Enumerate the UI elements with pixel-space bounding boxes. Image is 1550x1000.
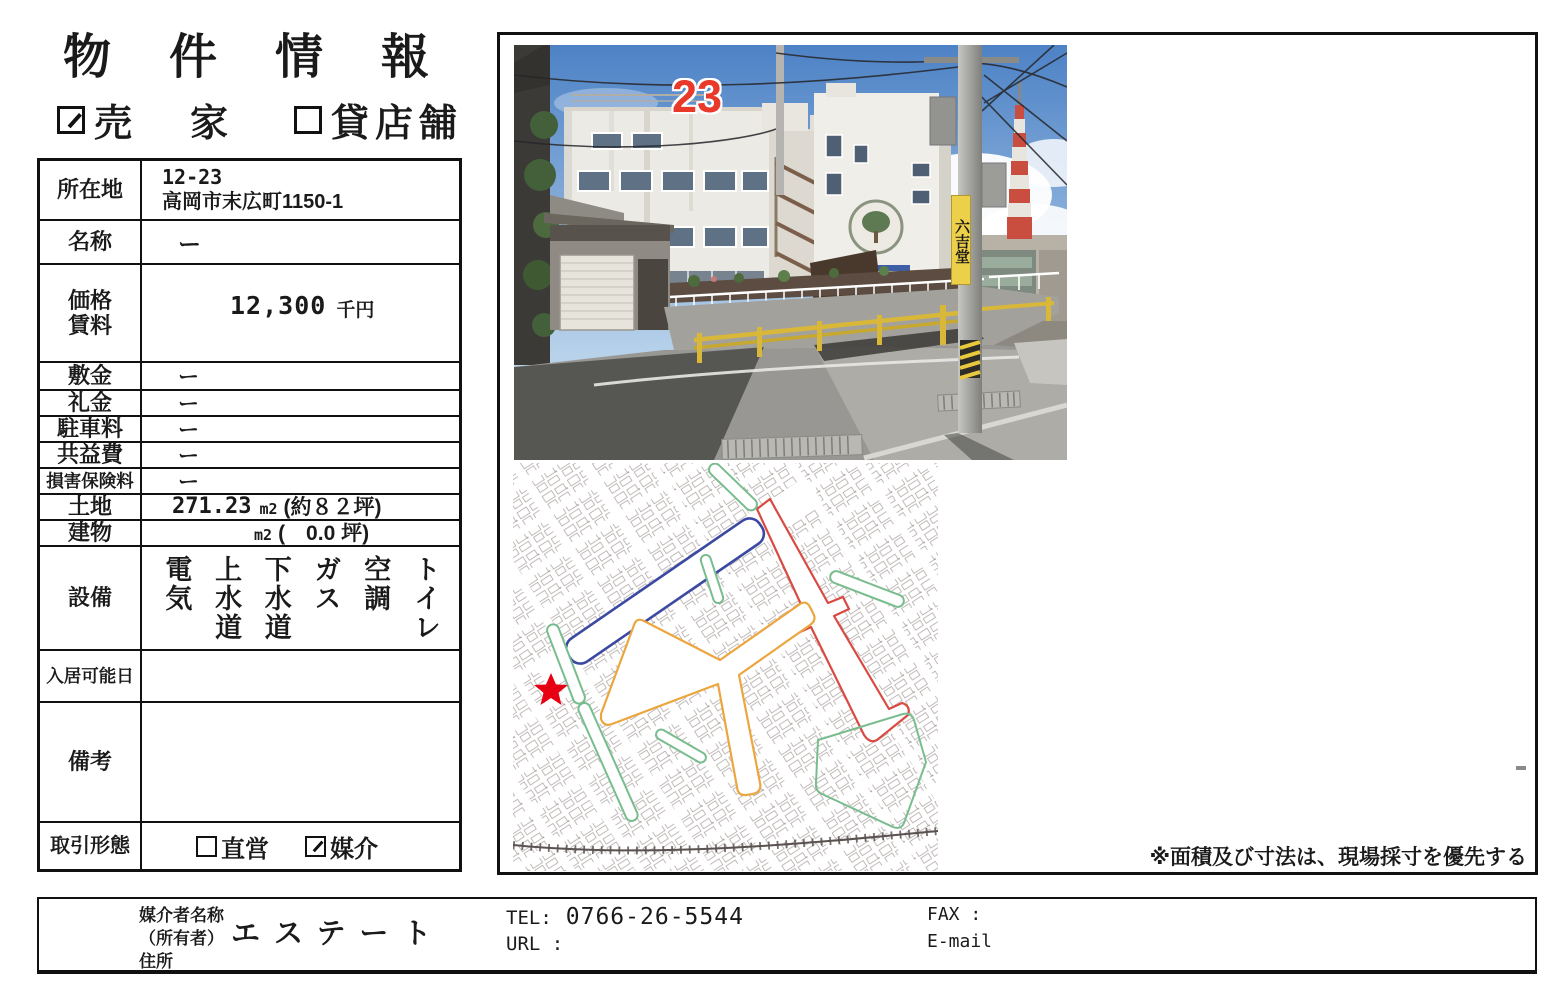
table-row <box>40 495 459 521</box>
transaction-value <box>142 823 459 869</box>
garage-shed <box>544 213 674 330</box>
land-unit: m2 <box>259 499 278 518</box>
broker-name: エステート <box>231 918 446 950</box>
building-tsubo: ( 0.0 坪) <box>278 521 370 545</box>
parking-value: ー <box>178 419 199 442</box>
property-photo <box>514 45 1067 460</box>
sale-checkbox[interactable] <box>57 106 85 134</box>
table-row <box>40 161 459 221</box>
land-label: 土地 <box>40 495 142 519</box>
tel-label: TEL: <box>506 907 552 929</box>
location-line2: 高岡市末広町1150-1 <box>162 191 344 213</box>
table-row <box>40 469 459 495</box>
broker-label-line: 住所 <box>139 952 173 971</box>
property-table <box>37 158 462 872</box>
tel-number: 0766-26-5544 <box>565 904 744 930</box>
key-money-value: ー <box>178 393 199 416</box>
location-label: 所在地 <box>40 161 142 219</box>
table-row <box>40 521 459 547</box>
remarks-label: 備考 <box>40 703 142 821</box>
stray-mark <box>1516 766 1526 770</box>
deposit-label: 敷金 <box>40 363 142 389</box>
table-row <box>40 703 459 823</box>
table-row <box>40 417 459 443</box>
equipment-value <box>142 547 459 649</box>
measurement-footnote: ※面積及び寸法は、現場採寸を優先する <box>1149 846 1527 869</box>
equipment-item: 上水道 <box>211 555 242 642</box>
name-value: ー <box>178 230 201 257</box>
map-illustration <box>513 463 938 871</box>
building-label: 建物 <box>40 521 142 545</box>
table-row <box>40 547 459 651</box>
transaction-label: 取引形態 <box>40 823 142 869</box>
table-row <box>40 391 459 417</box>
land-tsubo: (約８２坪) <box>283 495 382 519</box>
page-title: 物件情報 <box>63 31 488 84</box>
equipment-item: ガス <box>310 555 341 613</box>
equipment-item: 電気 <box>161 555 192 613</box>
price-amount: 12,300 <box>230 291 327 320</box>
rental-label: 貸店舗 <box>331 103 464 145</box>
broker-label-line: 媒介者名称 <box>139 906 224 925</box>
table-row <box>40 363 459 391</box>
table-row <box>40 221 459 265</box>
insurance-value: ー <box>178 471 199 494</box>
direct-checkbox[interactable] <box>196 836 217 857</box>
brokerage-label: 媒介 <box>330 835 378 863</box>
sale-label: 売 家 <box>94 103 239 145</box>
equipment-item: トイレ <box>409 555 440 642</box>
equipment-item: 下水道 <box>260 555 291 642</box>
drain-grate <box>722 435 863 460</box>
table-row <box>40 265 459 363</box>
email-label: E-mail <box>927 931 993 952</box>
broker-labels <box>139 904 224 973</box>
equipment-label: 設備 <box>40 547 142 649</box>
photo-illustration <box>514 45 1067 460</box>
price-unit: 千円 <box>336 300 375 321</box>
property-type-row <box>57 92 463 147</box>
fax-label: FAX : <box>927 904 982 925</box>
name-label: 名称 <box>40 221 142 263</box>
tel-line <box>506 904 744 930</box>
direct-label: 直営 <box>221 835 269 863</box>
location-map <box>513 463 938 871</box>
common-fee-label: 共益費 <box>40 443 142 467</box>
lot-number-marker: 23 <box>672 71 723 122</box>
key-money-label: 礼金 <box>40 391 142 415</box>
building-value <box>142 521 459 545</box>
remarks-value <box>142 703 459 821</box>
move-in-value <box>142 651 459 701</box>
deposit-value: ー <box>178 366 199 389</box>
equipment-item: 空調 <box>360 555 391 613</box>
table-row <box>40 651 459 703</box>
rental-checkbox[interactable] <box>294 106 322 134</box>
price-value <box>142 265 459 361</box>
land-area: 271.23 <box>172 494 252 519</box>
move-in-label: 入居可能日 <box>40 651 142 701</box>
land-value <box>142 495 459 519</box>
price-label: 価格 賃料 <box>40 265 142 361</box>
parking-label: 駐車料 <box>40 417 142 441</box>
url-label: URL : <box>506 933 564 955</box>
brokerage-checkbox[interactable] <box>305 836 326 857</box>
location-value <box>142 161 459 219</box>
media-panel <box>497 32 1538 875</box>
table-row <box>40 823 459 869</box>
pole-banner-sign: 六吉堂 <box>951 195 971 285</box>
broker-label-line: （所有者） <box>139 929 224 948</box>
table-row <box>40 443 459 469</box>
building-unit: m2 <box>254 525 273 544</box>
common-fee-value: ー <box>178 445 199 468</box>
broker-contact-bar <box>37 897 1537 974</box>
location-line1: 12-23 <box>162 165 223 189</box>
insurance-label: 損害保険料 <box>40 469 142 493</box>
